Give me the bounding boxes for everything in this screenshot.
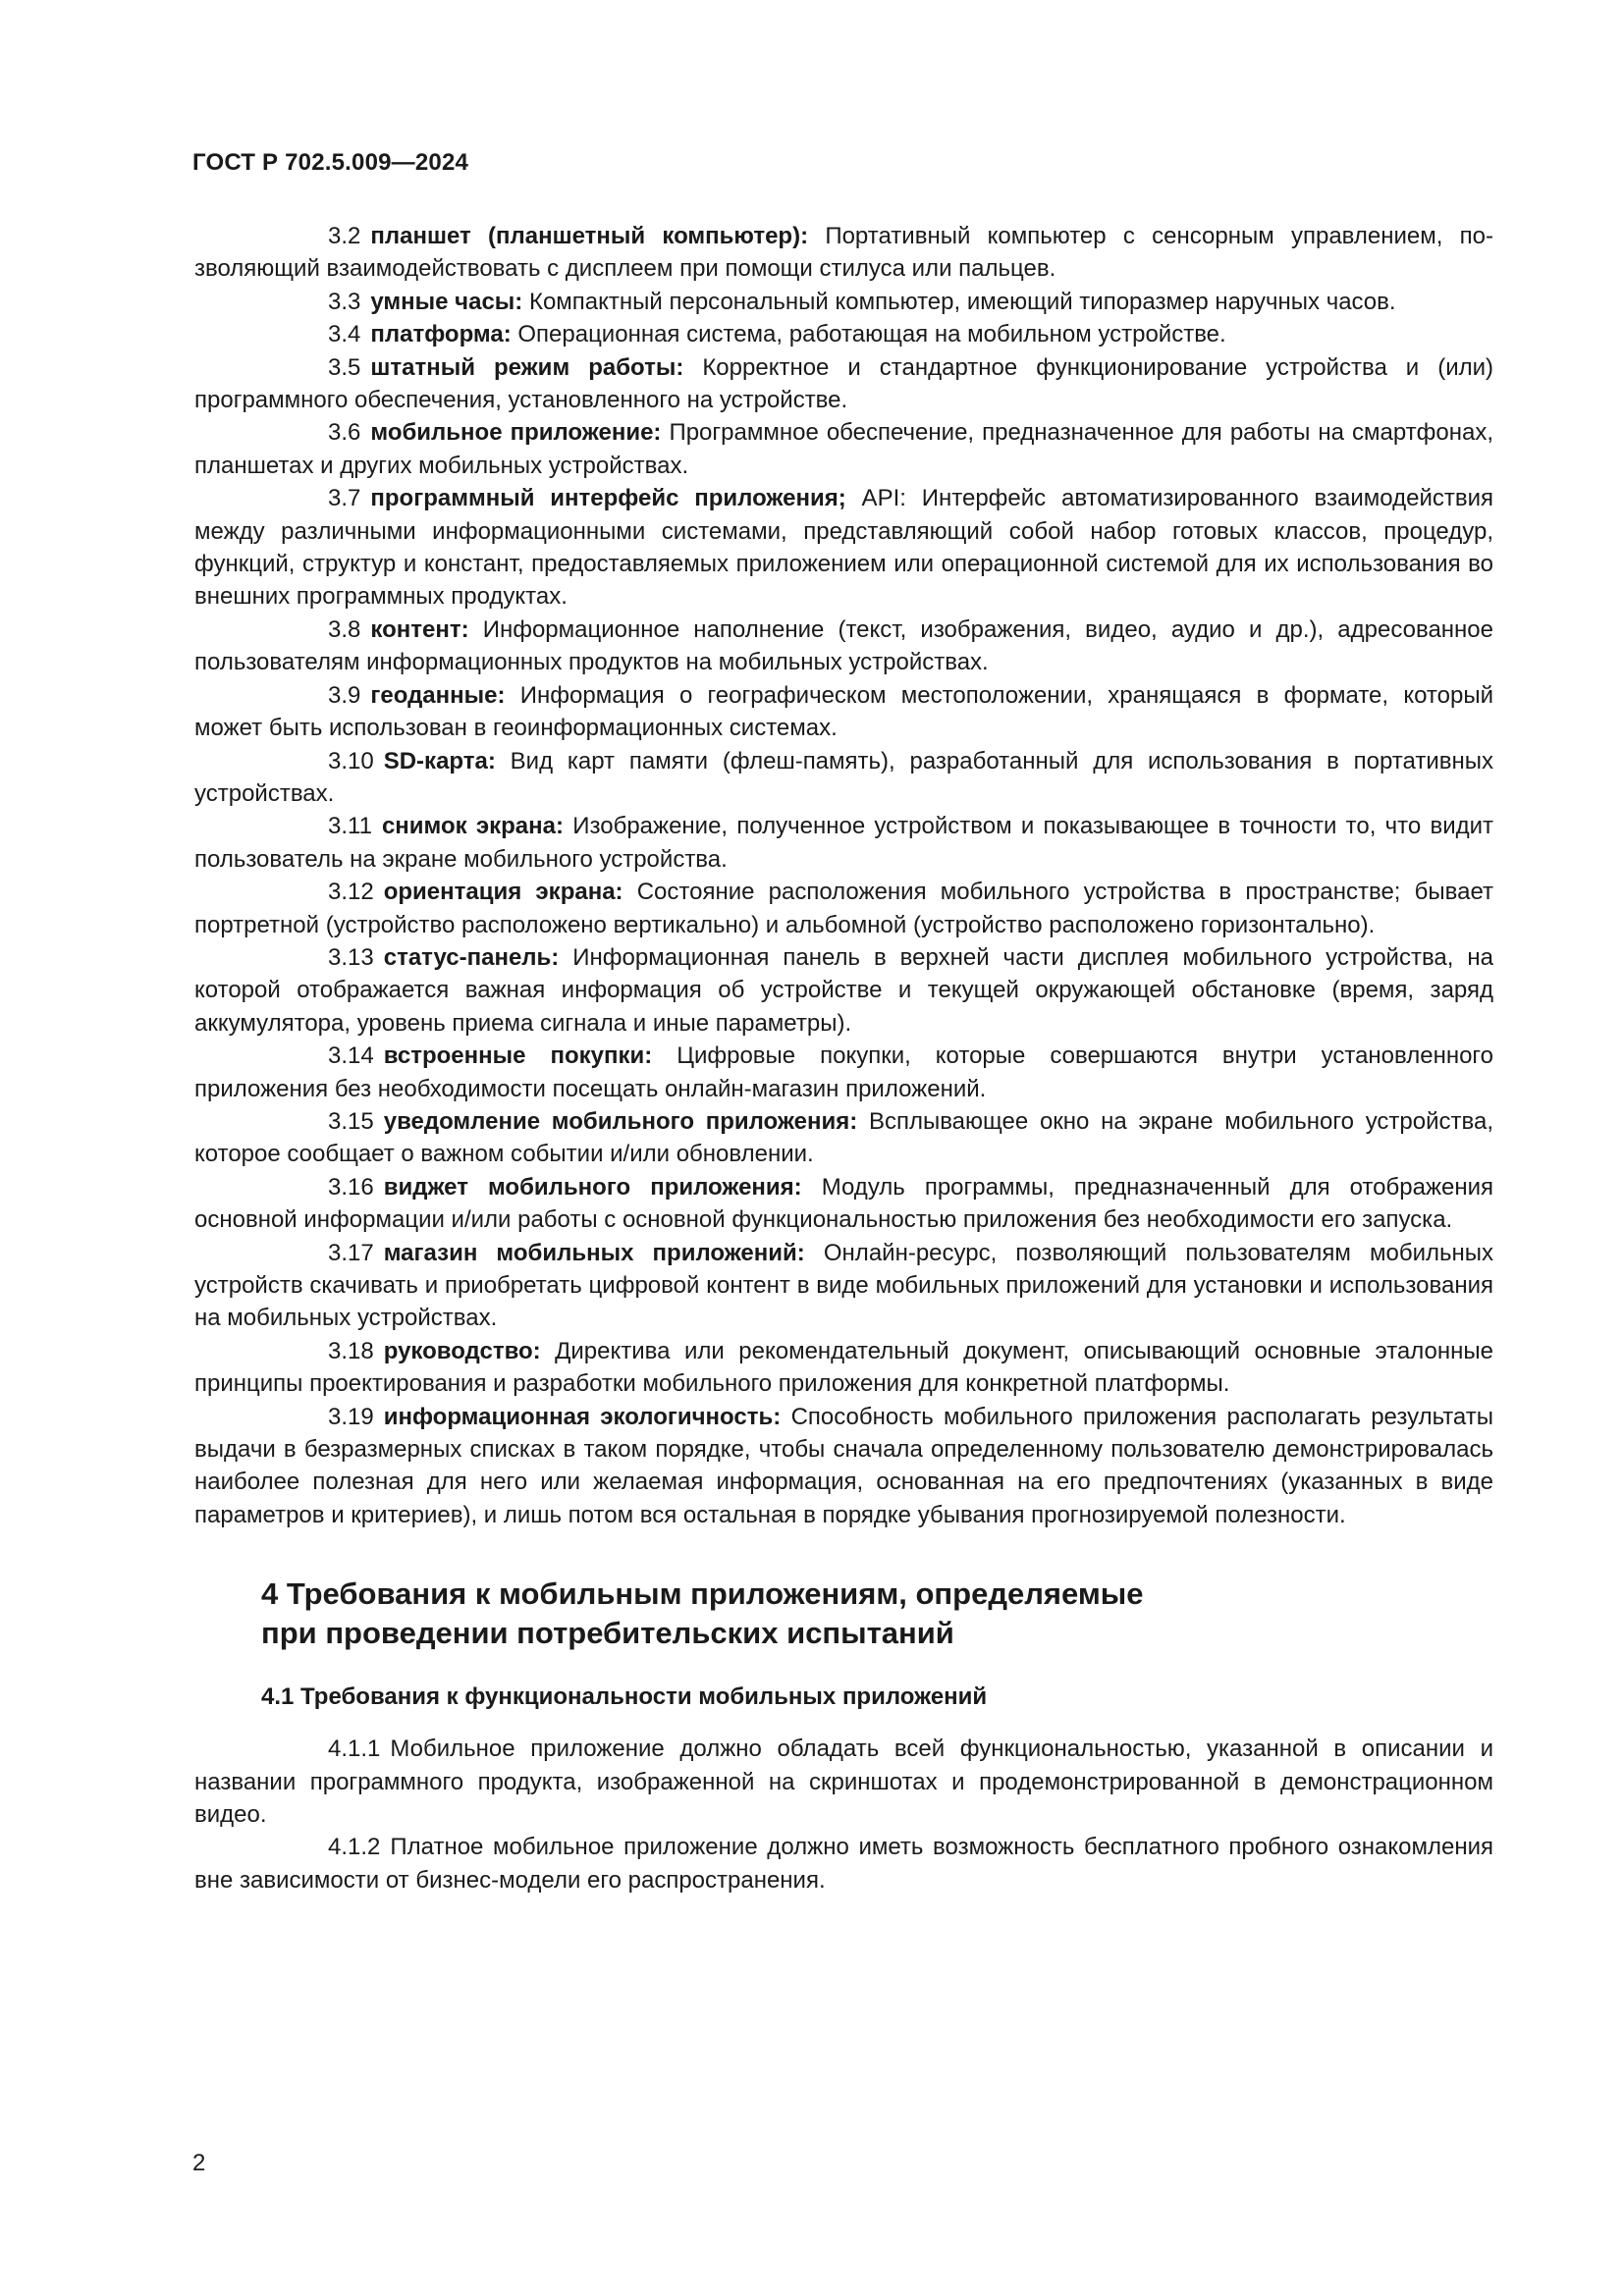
definition-number: 3.16 [328,1173,374,1201]
definition-term: ориентация экрана: [383,879,623,906]
paragraph-number: 4.1.2 [328,1834,381,1861]
definition-term: платформа: [370,321,512,348]
definition-term: снимок экрана: [381,813,564,840]
definition-3-18 [194,1335,1493,1401]
definition-text: Программное обеспечение, предназначенное для работы на смартфонах, планшетах и других мобильных устройствах. [194,419,1494,479]
section-4-heading [261,1575,1493,1653]
definition-3-5 [194,351,1493,417]
paragraph-text: Платное мобильное приложение должно иметь возможность бесплатного пробного ознакомления вне зависимости от бизнес-модели его распространения. [194,1834,1493,1894]
definition-text: Информационное наполнение (текст, изображения, видео, аудио и др.), адресованное пользователям информационных продуктов на мобильных устройствах. [194,615,1493,676]
definition-term: виджет мобильного приложения: [383,1173,802,1201]
definition-3-7 [194,482,1493,614]
definitions-list [194,220,1493,1531]
paragraph-text: Мобильное приложение должно обладать всей функциональностью, указанной в описании и названии программного продукта, изображенной на скриншотах и продемонстрированной в демонстрационном видео. [194,1735,1493,1829]
definition-3-4 [194,318,1493,350]
definition-number: 3.13 [328,943,374,971]
definition-3-3 [194,286,1493,318]
definition-number: 3.4 [328,321,361,348]
definition-text: Компактный персональный компьютер, имеющий типоразмер наручных часов. [522,288,1396,315]
definition-term: контент: [370,615,469,643]
definition-number: 3.7 [328,485,361,512]
definition-3-6 [194,416,1493,482]
definition-text: API: Интерфейс автоматизированного взаимодействия между различными информационными системами, представляющий собой набор готовых классов, процедур, функций, структур и констант, предоставляемых приложением или операционной системой для их использования во внешних программных продуктах. [194,485,1493,611]
definition-3-2 [194,220,1493,286]
definition-number: 3.17 [328,1239,374,1266]
document-body [194,220,1493,1896]
definition-3-10 [194,745,1493,811]
definition-text: Онлайн-ресурс, позволяющий пользователям мобильных устройств скачивать и приобретать цифровой контент в виде мобильных приложений для установки и использования на мобильных устройствах. [194,1239,1493,1332]
definition-number: 3.19 [328,1403,374,1430]
document-header: ГОСТ Р 702.5.009—2024 [192,149,469,176]
definition-text: Информационная панель в верхней части дисплея мобильного устройства, на которой отображается важная информация об устройстве и текущей окружающей обстановке (время, заряд аккумулятора, уровень приема сигнала и иные параметры). [194,943,1493,1037]
definition-number: 3.14 [328,1042,374,1070]
definition-3-9 [194,679,1493,745]
section-heading-line: при проведении потребительских испытаний [261,1616,954,1651]
definition-text: Директива или рекомендательный документ, описывающий основные эталонные принципы проектирования и разработки мобильного приложения для конкретной платформы. [194,1337,1493,1398]
definition-number: 3.11 [328,813,372,840]
definition-term: программный интерфейс приложения; [370,485,846,512]
definition-number: 3.5 [328,353,361,381]
definition-text: Модуль программы, предназначенный для отображения основной информации и/или работы с основной функциональностью приложения без необходимости его запуска. [194,1173,1494,1234]
definition-text: Состояние расположения мобильного устройства в пространстве; бывает портретной (устройство расположено вертикально) и альбомной (устройство расположено горизонтально). [194,879,1494,938]
definition-term: статус-панель: [383,943,560,971]
definition-3-15 [194,1105,1493,1171]
definition-term: руководство: [383,1337,541,1364]
definition-number: 3.6 [328,419,361,447]
subsection-4-1-heading: 4.1 Требования к функциональности мобильных приложений [261,1683,988,1711]
definition-text: Корректное и стандартное функционирование устройства и (или) программного обеспечения, установленного на устройстве. [194,353,1493,414]
definition-text: Портативный компьютер с сенсорным управлением, позволяющий взаимодействовать с дисплеем при помощи стилуса или пальцев. [194,223,1493,283]
definition-term: штатный режим работы: [370,353,684,381]
definition-term: планшет (планшетный компьютер): [370,223,809,249]
definition-3-14 [194,1040,1493,1105]
definition-term: геоданные: [370,681,506,709]
definition-text: Способность мобильного приложения располагать результаты выдачи в безразмерных списках в таком порядке, чтобы сначала определенному пользователю демонстрировалась наиболее полезная для него или желаемая информация, основанная на его предпочтениях (указанных в виде параметров и критериев), и лишь потом вся остальная в порядке убывания прогнозируемой полезности. [194,1403,1493,1528]
definition-term: информационная экологичность: [383,1403,782,1430]
definition-number: 3.18 [328,1337,374,1364]
definition-number: 3.15 [328,1107,374,1135]
definition-term: уведомление мобильного приложения: [383,1107,858,1135]
paragraph-4-1-1 [194,1733,1493,1831]
paragraph-4-1-2 [194,1831,1493,1896]
definition-number: 3.3 [328,288,361,315]
definition-3-8 [194,614,1493,679]
definition-term: встроенные покупки: [383,1042,653,1070]
paragraph-number: 4.1.1 [328,1735,381,1763]
definition-3-19 [194,1401,1493,1532]
definition-number: 3.2 [328,223,361,249]
definition-term: мобильное приложение: [370,419,662,447]
section-heading-line: 4 Требования к мобильным приложениям, определяемые [261,1576,1144,1612]
definition-text: Всплывающее окно на экране мобильного устройства, которое сообщает о важном событии и/или обновлении. [194,1107,1494,1168]
definition-3-17 [194,1237,1493,1335]
definition-text: Цифровые покупки, которые совершаются внутри установленного приложения без необходимости посещать онлайн-магазин приложений. [194,1042,1494,1102]
definition-3-13 [194,941,1493,1040]
definition-3-12 [194,876,1493,941]
definition-number: 3.9 [328,681,361,709]
definition-term: магазин мобильных приложений: [383,1239,805,1266]
definition-3-16 [194,1171,1493,1237]
definition-number: 3.12 [328,879,374,906]
definition-number: 3.8 [328,615,361,643]
definition-3-11 [194,810,1493,876]
definition-text: Информация о географическом местоположении, хранящаяся в формате, который может быть использован в геоинформационных системах. [194,681,1493,742]
definition-term: умные часы: [370,288,523,315]
definition-text: Вид карт памяти (флеш-память), разработанный для использования в портативных устройствах. [194,747,1493,807]
page-number: 2 [192,2150,206,2176]
definition-text: Изображение, полученное устройством и показывающее в точности то, что видит пользователь на экране мобильного устройства. [194,813,1494,873]
definition-term: SD-карта: [383,747,496,774]
definition-number: 3.10 [328,747,374,774]
definition-text: Операционная система, работающая на мобильном устройстве. [511,321,1226,348]
